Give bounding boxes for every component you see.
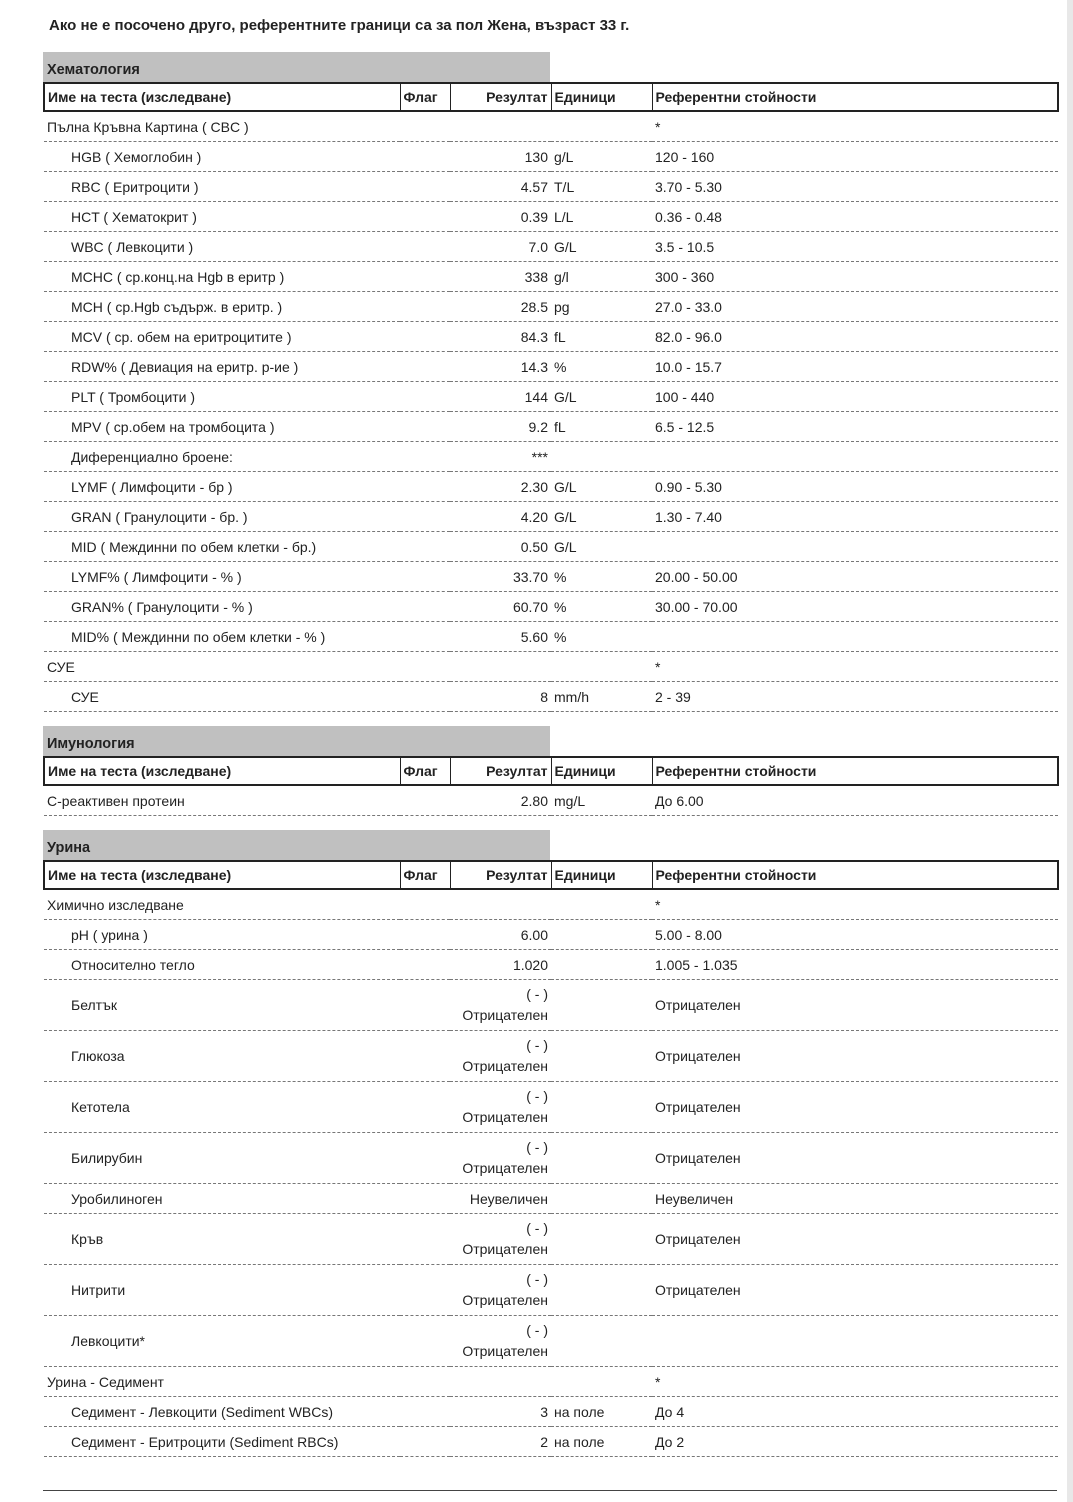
- table-row: [44, 592, 1058, 622]
- result-cell: 5.60: [450, 622, 551, 652]
- column-header-flag: Флаг: [400, 83, 450, 111]
- reference-cell: *: [652, 652, 1058, 682]
- test-name: Нитрити: [44, 1265, 400, 1316]
- column-header-ref: Референтни стойности: [652, 83, 1058, 111]
- table-row: [44, 292, 1058, 322]
- table-row: [44, 980, 1058, 1031]
- flag-cell: [400, 1397, 450, 1427]
- result-cell: 8: [450, 682, 551, 712]
- column-header-units: Единици: [551, 861, 652, 889]
- units-cell: %: [551, 562, 652, 592]
- reference-cell: 5.00 - 8.00: [652, 920, 1058, 950]
- column-header-result: Резултат: [450, 757, 551, 785]
- table-row: [44, 785, 1058, 816]
- result-cell: 7.0: [450, 232, 551, 262]
- test-name: GRAN% ( Гранулоцити - % ): [44, 592, 400, 622]
- column-header-result: Резултат: [450, 83, 551, 111]
- reference-cell: 20.00 - 50.00: [652, 562, 1058, 592]
- flag-cell: [400, 950, 450, 980]
- test-name: Билирубин: [44, 1133, 400, 1184]
- units-cell: [551, 1133, 652, 1184]
- result-text: Отрицателен: [462, 1160, 548, 1176]
- table-row: [44, 1427, 1058, 1457]
- table-row: [44, 352, 1058, 382]
- reference-cell: 3.5 - 10.5: [652, 232, 1058, 262]
- reference-cell: Отрицателен: [652, 1031, 1058, 1082]
- units-cell: на поле: [551, 1397, 652, 1427]
- reference-cell: Отрицателен: [652, 1265, 1058, 1316]
- section-title: Хематология: [43, 52, 550, 82]
- result-cell: 2: [450, 1427, 551, 1457]
- results-container: [43, 52, 1057, 1471]
- test-name: Урина - Седимент: [44, 1367, 400, 1397]
- result-cell: 2.30: [450, 472, 551, 502]
- flag-cell: [400, 1214, 450, 1265]
- test-name: Диференциално броене:: [44, 442, 400, 472]
- flag-cell: [400, 382, 450, 412]
- flag-cell: [400, 980, 450, 1031]
- test-name: MID ( Междинни по обем клетки - бр.): [44, 532, 400, 562]
- result-text: Отрицателен: [462, 1058, 548, 1074]
- table-row: [44, 202, 1058, 232]
- flag-cell: [400, 322, 450, 352]
- scrollbar[interactable]: [1067, 0, 1073, 1502]
- flag-cell: [400, 652, 450, 682]
- units-cell: mm/h: [551, 682, 652, 712]
- flag-cell: [400, 352, 450, 382]
- units-cell: [551, 889, 652, 920]
- flag-cell: [400, 1316, 450, 1367]
- table-row: [44, 111, 1058, 142]
- table-row: [44, 142, 1058, 172]
- units-cell: G/L: [551, 472, 652, 502]
- result-cell: [450, 1082, 551, 1133]
- units-cell: [551, 950, 652, 980]
- flag-cell: [400, 292, 450, 322]
- table-row: [44, 950, 1058, 980]
- result-cell: 1.020: [450, 950, 551, 980]
- units-cell: g/l: [551, 262, 652, 292]
- reference-cell: *: [652, 111, 1058, 142]
- table-row: [44, 889, 1058, 920]
- units-cell: G/L: [551, 532, 652, 562]
- table-row: [44, 1214, 1058, 1265]
- test-name: RBC ( Еритроцити ): [44, 172, 400, 202]
- units-cell: [551, 1316, 652, 1367]
- result-text: Отрицателен: [462, 1109, 548, 1125]
- test-name: Седимент - Еритроцити (Sediment RBCs): [44, 1427, 400, 1457]
- reference-cell: 27.0 - 33.0: [652, 292, 1058, 322]
- flag-cell: [400, 502, 450, 532]
- reference-cell: 120 - 160: [652, 142, 1058, 172]
- table-row: [44, 1316, 1058, 1367]
- result-cell: 144: [450, 382, 551, 412]
- reference-cell: 0.90 - 5.30: [652, 472, 1058, 502]
- result-text: Отрицателен: [462, 1292, 548, 1308]
- result-cell: [450, 980, 551, 1031]
- header-row: [44, 83, 1058, 111]
- flag-cell: [400, 442, 450, 472]
- reference-cell: Отрицателен: [652, 980, 1058, 1031]
- units-cell: T/L: [551, 172, 652, 202]
- units-cell: fL: [551, 412, 652, 442]
- result-cell: 9.2: [450, 412, 551, 442]
- reference-cell: 1.30 - 7.40: [652, 502, 1058, 532]
- header-row: [44, 757, 1058, 785]
- flag-cell: [400, 1184, 450, 1214]
- reference-cell: *: [652, 1367, 1058, 1397]
- table-row: [44, 322, 1058, 352]
- result-cell: 4.57: [450, 172, 551, 202]
- table-row: [44, 172, 1058, 202]
- units-cell: [551, 652, 652, 682]
- flag-cell: [400, 562, 450, 592]
- section-title: Имунология: [43, 726, 550, 756]
- reference-cell: [652, 622, 1058, 652]
- flag-cell: [400, 1082, 450, 1133]
- units-cell: на поле: [551, 1427, 652, 1457]
- test-name: pH ( урина ): [44, 920, 400, 950]
- header-row: [44, 861, 1058, 889]
- test-name: MCHC ( ср.конц.на Hgb в еритр ): [44, 262, 400, 292]
- reference-cell: 30.00 - 70.00: [652, 592, 1058, 622]
- units-cell: G/L: [551, 502, 652, 532]
- table-row: [44, 652, 1058, 682]
- column-header-result: Резултат: [450, 861, 551, 889]
- result-value: ( - ): [526, 1139, 548, 1155]
- units-cell: pg: [551, 292, 652, 322]
- flag-cell: [400, 172, 450, 202]
- test-name: MPV ( ср.обем на тромбоцита ): [44, 412, 400, 442]
- section-1: [43, 726, 1057, 816]
- column-header-flag: Флаг: [400, 757, 450, 785]
- reference-cell: До 6.00: [652, 785, 1058, 816]
- flag-cell: [400, 412, 450, 442]
- column-header-name: Име на теста (изследване): [44, 861, 400, 889]
- result-text: Отрицателен: [462, 1343, 548, 1359]
- table-row: [44, 442, 1058, 472]
- result-cell: [450, 1316, 551, 1367]
- table-row: [44, 532, 1058, 562]
- flag-cell: [400, 785, 450, 816]
- reference-cell: Отрицателен: [652, 1214, 1058, 1265]
- column-header-ref: Референтни стойности: [652, 861, 1058, 889]
- table-row: [44, 1133, 1058, 1184]
- flag-cell: [400, 142, 450, 172]
- test-name: PLT ( Тромбоцити ): [44, 382, 400, 412]
- reference-cell: *: [652, 889, 1058, 920]
- column-header-ref: Референтни стойности: [652, 757, 1058, 785]
- units-cell: [551, 442, 652, 472]
- result-cell: 33.70: [450, 562, 551, 592]
- result-cell: 60.70: [450, 592, 551, 622]
- flag-cell: [400, 1133, 450, 1184]
- result-cell: 0.50: [450, 532, 551, 562]
- result-cell: 6.00: [450, 920, 551, 950]
- result-text: Отрицателен: [462, 1007, 548, 1023]
- units-cell: L/L: [551, 202, 652, 232]
- flag-cell: [400, 1265, 450, 1316]
- table-row: [44, 1397, 1058, 1427]
- units-cell: [551, 920, 652, 950]
- result-value: ( - ): [526, 1088, 548, 1104]
- units-cell: %: [551, 592, 652, 622]
- result-cell: [450, 1265, 551, 1316]
- units-cell: G/L: [551, 382, 652, 412]
- result-text: Отрицателен: [462, 1241, 548, 1257]
- flag-cell: [400, 682, 450, 712]
- result-cell: [450, 111, 551, 142]
- table-row: [44, 412, 1058, 442]
- table-row: [44, 1184, 1058, 1214]
- test-name: WBC ( Левкоцити ): [44, 232, 400, 262]
- test-name: Химично изследване: [44, 889, 400, 920]
- section-2: [43, 830, 1057, 1457]
- flag-cell: [400, 232, 450, 262]
- reference-cell: 3.70 - 5.30: [652, 172, 1058, 202]
- reference-cell: До 2: [652, 1427, 1058, 1457]
- result-cell: 0.39: [450, 202, 551, 232]
- reference-cell: [652, 1316, 1058, 1367]
- units-cell: [551, 1214, 652, 1265]
- reference-cell: 300 - 360: [652, 262, 1058, 292]
- column-header-name: Име на теста (изследване): [44, 83, 400, 111]
- table-row: [44, 920, 1058, 950]
- reference-cell: Неувеличен: [652, 1184, 1058, 1214]
- reference-cell: 0.36 - 0.48: [652, 202, 1058, 232]
- result-cell: 4.20: [450, 502, 551, 532]
- table-row: [44, 232, 1058, 262]
- units-cell: fL: [551, 322, 652, 352]
- test-name: LYMF ( Лимфоцити - бр ): [44, 472, 400, 502]
- table-row: [44, 622, 1058, 652]
- units-cell: [551, 1031, 652, 1082]
- test-name: HCT ( Хематокрит ): [44, 202, 400, 232]
- flag-cell: [400, 262, 450, 292]
- result-cell: [450, 1367, 551, 1397]
- column-header-units: Единици: [551, 757, 652, 785]
- units-cell: mg/L: [551, 785, 652, 816]
- test-name: Белтък: [44, 980, 400, 1031]
- table-row: [44, 1031, 1058, 1082]
- units-cell: [551, 1184, 652, 1214]
- reference-cell: 2 - 39: [652, 682, 1058, 712]
- flag-cell: [400, 532, 450, 562]
- result-cell: [450, 889, 551, 920]
- flag-cell: [400, 920, 450, 950]
- test-name: Уробилиноген: [44, 1184, 400, 1214]
- results-table: [43, 860, 1059, 1457]
- reference-cell: До 4: [652, 1397, 1058, 1427]
- test-name: Глюкоза: [44, 1031, 400, 1082]
- result-cell: 3: [450, 1397, 551, 1427]
- flag-cell: [400, 111, 450, 142]
- result-cell: 84.3: [450, 322, 551, 352]
- table-row: [44, 1265, 1058, 1316]
- test-name: MCV ( ср. обем на еритроцитите ): [44, 322, 400, 352]
- test-name: Кетотела: [44, 1082, 400, 1133]
- flag-cell: [400, 1427, 450, 1457]
- test-name: LYMF% ( Лимфоцити - % ): [44, 562, 400, 592]
- reference-cell: [652, 442, 1058, 472]
- units-cell: G/L: [551, 232, 652, 262]
- reference-cell: 82.0 - 96.0: [652, 322, 1058, 352]
- results-table: [43, 82, 1059, 712]
- result-cell: [450, 1214, 551, 1265]
- reference-cell: Отрицателен: [652, 1082, 1058, 1133]
- reference-cell: 1.005 - 1.035: [652, 950, 1058, 980]
- result-cell: [450, 1031, 551, 1082]
- table-row: [44, 262, 1058, 292]
- reference-cell: Отрицателен: [652, 1133, 1058, 1184]
- flag-cell: [400, 472, 450, 502]
- flag-cell: [400, 592, 450, 622]
- result-cell: 14.3: [450, 352, 551, 382]
- units-cell: [551, 111, 652, 142]
- table-row: [44, 382, 1058, 412]
- test-name: GRAN ( Гранулоцити - бр. ): [44, 502, 400, 532]
- result-cell: [450, 1133, 551, 1184]
- table-row: [44, 562, 1058, 592]
- column-header-flag: Флаг: [400, 861, 450, 889]
- test-name: Седимент - Левкоцити (Sediment WBCs): [44, 1397, 400, 1427]
- section-0: [43, 52, 1057, 712]
- test-name: HGB ( Хемоглобин ): [44, 142, 400, 172]
- test-name: СУЕ: [44, 682, 400, 712]
- reference-cell: [652, 532, 1058, 562]
- result-value: ( - ): [526, 1271, 548, 1287]
- reference-cell: 6.5 - 12.5: [652, 412, 1058, 442]
- column-header-units: Единици: [551, 83, 652, 111]
- units-cell: [551, 1367, 652, 1397]
- units-cell: [551, 980, 652, 1031]
- test-name: C-реактивен протеин: [44, 785, 400, 816]
- flag-cell: [400, 889, 450, 920]
- result-cell: 28.5: [450, 292, 551, 322]
- section-title: Урина: [43, 830, 550, 860]
- reference-cell: 100 - 440: [652, 382, 1058, 412]
- table-row: [44, 1367, 1058, 1397]
- test-name: RDW% ( Девиация на еритр. р-ие ): [44, 352, 400, 382]
- test-name: Кръв: [44, 1214, 400, 1265]
- test-name: Пълна Кръвна Картина ( CBC ): [44, 111, 400, 142]
- result-cell: 130: [450, 142, 551, 172]
- divider: [43, 1490, 1057, 1491]
- flag-cell: [400, 1367, 450, 1397]
- result-value: ( - ): [526, 1220, 548, 1236]
- column-header-name: Име на теста (изследване): [44, 757, 400, 785]
- result-cell: [450, 652, 551, 682]
- reference-cell: 10.0 - 15.7: [652, 352, 1058, 382]
- result-cell: ***: [450, 442, 551, 472]
- table-row: [44, 1082, 1058, 1133]
- result-cell: 2.80: [450, 785, 551, 816]
- table-row: [44, 502, 1058, 532]
- result-value: ( - ): [526, 986, 548, 1002]
- test-name: СУЕ: [44, 652, 400, 682]
- test-name: MID% ( Междинни по обем клетки - % ): [44, 622, 400, 652]
- units-cell: [551, 1265, 652, 1316]
- flag-cell: [400, 1031, 450, 1082]
- test-name: MCH ( ср.Hgb съдърж. в еритр. ): [44, 292, 400, 322]
- table-row: [44, 472, 1058, 502]
- flag-cell: [400, 202, 450, 232]
- units-cell: %: [551, 352, 652, 382]
- result-value: ( - ): [526, 1322, 548, 1338]
- results-table: [43, 756, 1059, 816]
- test-name: Левкоцити*: [44, 1316, 400, 1367]
- result-cell: Неувеличен: [450, 1184, 551, 1214]
- units-cell: [551, 1082, 652, 1133]
- units-cell: g/L: [551, 142, 652, 172]
- table-row: [44, 682, 1058, 712]
- page-title: Ако не е посочено друго, референтните граници са за пол Жена, възраст 33 г.: [49, 17, 630, 34]
- result-value: ( - ): [526, 1037, 548, 1053]
- result-cell: 338: [450, 262, 551, 292]
- flag-cell: [400, 622, 450, 652]
- test-name: Относително тегло: [44, 950, 400, 980]
- units-cell: %: [551, 622, 652, 652]
